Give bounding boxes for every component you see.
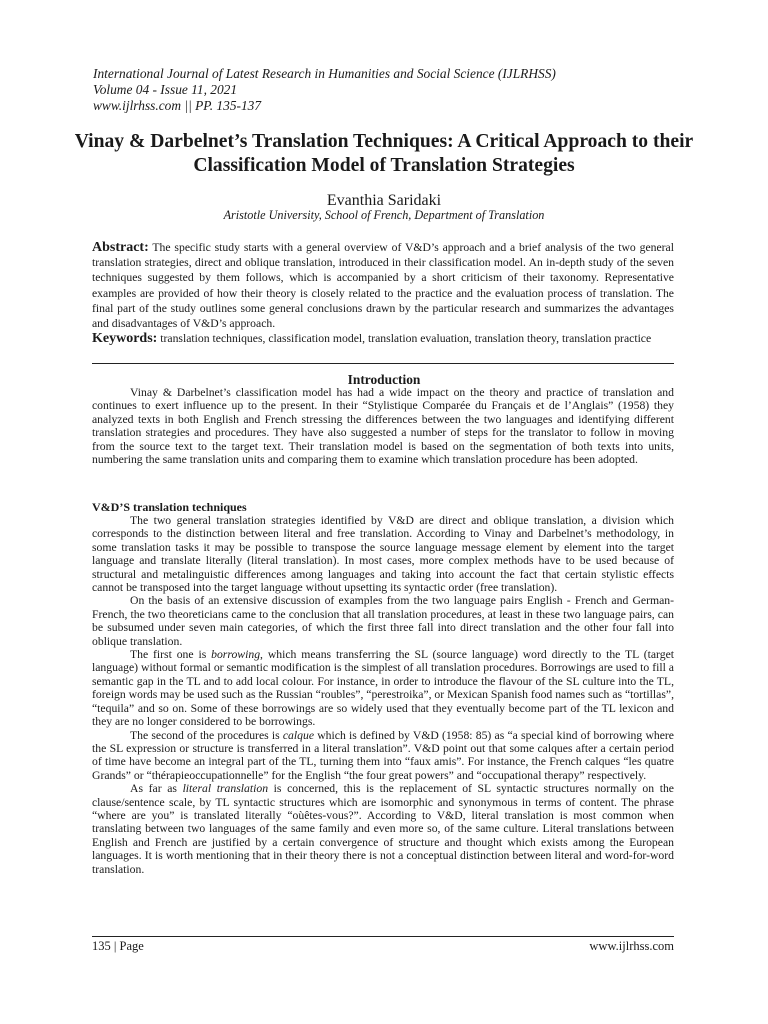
vd-techniques-body — [92, 514, 674, 876]
author-name: Evanthia Saridaki — [326, 192, 442, 209]
keywords-text: translation techniques, classification model, translation evaluation, translation theory, translation practice — [157, 332, 652, 346]
abstract-text: The specific study starts with a general overview of V&D’s approach and a brief analysis of the two general translation strategies, direct and oblique translation, introduced in their classification model. An in-depth study of the seven techniques suggested by them follows, which is accompanied by a short criticism of their taxonomy. Representative examples are provided of how their theory is closely related to the practice and the evaluation process of translation. The final part of the study outlines some general conclusions drawn by the particular research and summarizes the advantages and disadvantages of V&D’s approach. — [92, 241, 674, 331]
abstract-heading: Abstract: — [92, 240, 149, 255]
introduction-body — [92, 386, 674, 466]
vd-paragraph-calque — [92, 729, 674, 783]
vd-paragraph-literal — [92, 782, 674, 876]
vd-techniques-heading: V&D’S translation techniques — [92, 500, 247, 514]
vd-paragraph-borrowing — [92, 648, 674, 728]
page-number: 135 | Page — [92, 939, 144, 953]
borrowing-term: borrowing — [211, 648, 261, 662]
footer-divider — [92, 936, 674, 937]
vd-paragraph-1: The two general translation strategies identified by V&D are direct and oblique translation, a division which corresponds to the distinction between literal and free translation. According to Vinay and Darbelnet’s methodology, in some translation tasks it may be possible to transpose the source language message element by element into the target language and translate literally (literal translation). In most cases, more complex methods have to be used because of structural and metalinguistic differences among languages and taking into account the fact that certain stylistic effects cannot be transposed into the target language without upsetting its syntactic order (free translation). — [92, 514, 674, 595]
literal-term: literal translation — [182, 782, 269, 796]
abstract-section — [92, 240, 674, 346]
keywords-heading: Keywords: — [92, 331, 158, 347]
abstract-paragraph — [92, 240, 674, 331]
journal-volume: Volume 04 - Issue 11, 2021 — [93, 82, 238, 97]
journal-header — [93, 66, 556, 114]
literal-text: is concerned, this is the replacement of SL syntactic structures normally on the clause/sentence scale, by TL syntactic structures which are isomorphic and synonymous in terms of content. The phrase “where are you” is translated literally “oùêtes-vous?”. According to V&D, literal translation is most common when translating between two languages of the same family and even more so, of the same culture. Literal translations between English and French are justified by a certain convergence of structure and thought which exists among the European languages. It is worth mentioning that in their theory there is not a conceptual distinction between literal and word-for-word translation. — [92, 782, 674, 876]
calque-lead: The second of the procedures is — [130, 728, 283, 742]
journal-name: International Journal of Latest Research in Humanities and Social Science (IJLRHSS) — [93, 66, 556, 81]
author-affiliation: Aristotle University, School of French, Department of Translation — [223, 208, 545, 222]
footer-site: www.ijlrhss.com — [589, 939, 674, 953]
borrowing-text: , which means transferring the SL (source language) word directly to the TL (target language) without formal or semantic modification is the simplest of all translation procedures. Borrowings are used to fill a semantic gap in the TL and to add local colour. For instance, in order to introduce the flavour of the SL culture into the TL, foreign words may be used such as the Russian “roubles”, “perestroika”, or Mexican Spanish food names such as “tortillas”, “tequila” and so on. Some of these borrowings are so widely used that they eventually become part of the TL lexicon and they are no longer considered to be borrowings. — [92, 648, 675, 729]
paper-title: Vinay & Darbelnet’s Translation Techniques: A Critical Approach to their Classification Model of Translation Strategies — [74, 131, 694, 176]
vd-paragraph-2: On the basis of an extensive discussion of examples from the two language pairs English - French and German-French, the two theoreticians came to the conclusion that all translation procedures, at least in these two language pairs, can be subsumed under seven main categories, of which the first three fall into direct translation and the other four fall into oblique translation. — [92, 594, 674, 648]
calque-term: calque — [282, 728, 315, 742]
calque-text: which is defined by V&D (1958: 85) as “a special kind of borrowing where the SL expression or structure is transferred in a literal translation”. V&D point out that some calques after a certain period of time have become an integral part of the TL, turning them into “faux amis”. For instance, the French calques “les quatre Grands” or “thérapieoccupationnelle” for the English “the four great powers” and “occupational therapy” respectively. — [92, 728, 674, 782]
abstract-divider — [92, 363, 674, 364]
introduction-paragraph: Vinay & Darbelnet’s classification model has had a wide impact on the theory and practice of translation and continues to exert influence up to the present. In their “Stylistique Comparée du Français et de l’Anglais” (1958) they analyzed texts in both English and French stressing the differences between the two languages and identifying different translation strategies and procedures. They have also suggested a number of steps for the translator to follow in moving from the source text to the target text. Their translation model is based on the segmentation of both texts into units, numbering the same translation units and comparing them to examine which translation procedure has been adopted. — [92, 386, 674, 467]
literal-lead: As far as — [130, 782, 183, 796]
borrowing-lead: The first one is — [130, 648, 212, 662]
keywords-paragraph — [92, 331, 674, 346]
introduction-heading: Introduction — [347, 372, 421, 387]
journal-site-pages: www.ijlrhss.com || PP. 135-137 — [93, 98, 262, 113]
